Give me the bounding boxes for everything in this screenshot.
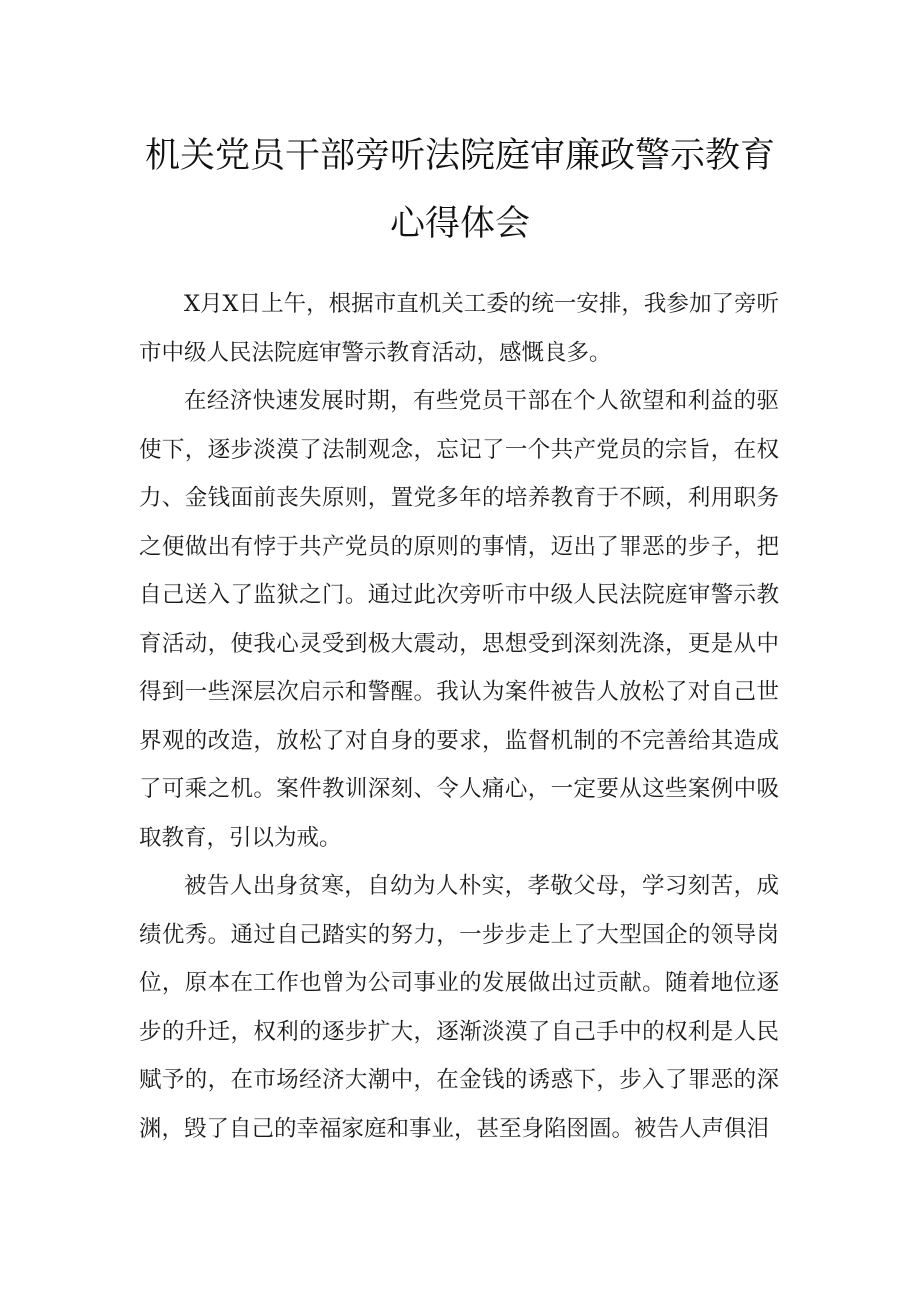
paragraph-2: 在经济快速发展时期，有些党员干部在个人欲望和利益的驱使下，逐步淡漠了法制观念，忘记了一个共产党员的宗旨，在权力、金钱面前丧失原则，置党多年的培养教育于不顾，利用职务之便做出有悖于共产党员的原则的事情，迈出了罪恶的步子，把自己送入了监狱之门。通过此次旁听市中级人民法院庭审警示教育活动，使我心灵受到极大震动，思想受到深刻洗涤，更是从中得到一些深层次启示和警醒。我认为案件被告人放松了对自己世界观的改造，放松了对自身的要求，监督机制的不完善给其造成了可乘之机。案件教训深刻、令人痛心，一定要从这些案例中吸取教育，引以为戒。 xyxy=(139,388,779,851)
document-title-line-1: 机关党员干部旁听法院庭审廉政警示教育 xyxy=(144,136,775,176)
document-body xyxy=(139,280,779,1153)
paragraph-1: X月X日上午，根据市直机关工委的统一安排，我参加了旁听市中级人民法院庭审警示教育活动，感慨良多。 xyxy=(139,291,779,366)
paragraph-3: 被告人出身贫寒，自幼为人朴实，孝敬父母，学习刻苦，成绩优秀。通过自己踏实的努力，一步步走上了大型国企的领导岗位，原本在工作也曾为公司事业的发展做出过贡献。随着地位逐步的升迁，权利的逐步扩大，逐渐淡漠了自己手中的权利是人民赋予的，在市场经济大潮中，在金钱的诱惑下，步入了罪恶的深渊，毁了自己的幸福家庭和事业，甚至身陷囹圄。被告人声俱泪 xyxy=(139,873,779,1142)
document-title-line-2: 心得体会 xyxy=(389,204,530,244)
